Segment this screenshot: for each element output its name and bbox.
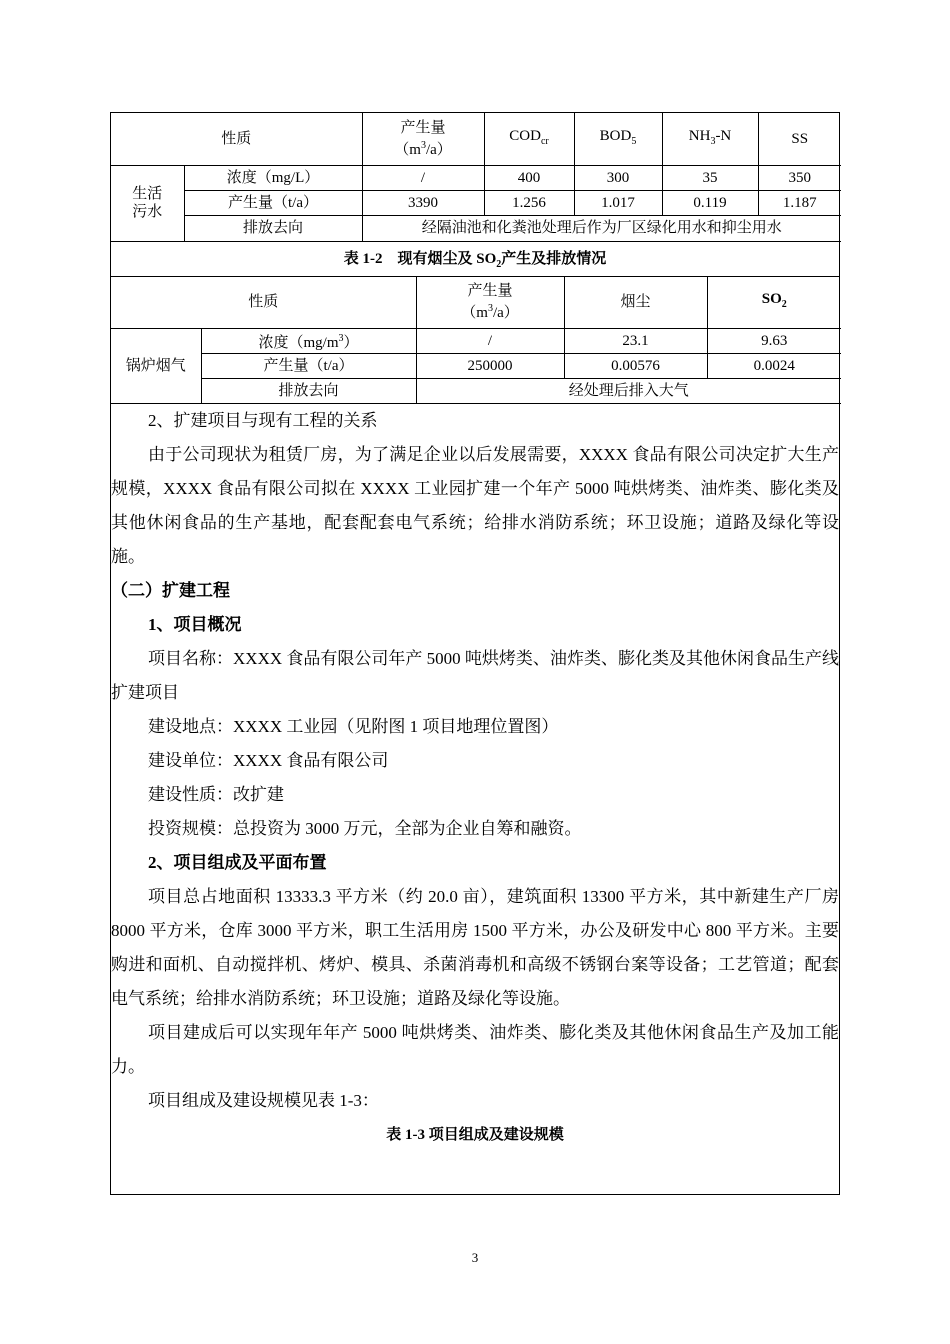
table-cell: 3390: [362, 190, 484, 215]
paragraph: 建设地点：XXXX 工业园（见附图 1 项目地理位置图）: [148, 717, 559, 736]
table-cell: 1.256: [484, 190, 574, 215]
body-text: [111, 404, 856, 1152]
row-label: 产生量（t/a）: [184, 190, 362, 215]
paragraph: 项目总占地面积 13333.3 平方米（约 20.0 亩），建筑面积 13300 平方米，其中新建生产厂房 8000 平方米，仓库 3000 平方米，职工生活用房 1500 平方米，办公及研发中心 800 平方米。主要购进和面机、自动搅拌机、烤炉、模具、杀菌消毒机和高级不锈钢台案等设备；工艺管道；配套电气系统；给排水消防系统；环卫设施；道路及绿化等设施。: [111, 887, 856, 1008]
header-so2: $SO_2$: [707, 277, 841, 329]
page-number: 3: [471, 1250, 479, 1265]
table-cell: /: [416, 329, 564, 354]
table-cell: 400: [484, 165, 574, 190]
paragraph: 建设单位：XXXX 食品有限公司: [148, 751, 389, 770]
header-output-unit: $(m^3/a)$: [394, 139, 452, 158]
header-output: 产生量 $(m^3/a)$: [416, 277, 564, 329]
table-cell: 0.00576: [564, 354, 707, 379]
table3-caption: 表 1-3 项目组成及建设规模: [386, 1127, 564, 1143]
section-title: 2、扩建项目与现有工程的关系: [148, 411, 378, 430]
header-bod: $BOD_5$: [574, 113, 662, 165]
group-boiler-flue-gas: 锅炉烟气: [111, 329, 201, 404]
paragraph: 项目名称：XXXX 食品有限公司年产 5000 吨烘烤类、油炸类、膨化类及其他休闲食品生产线扩建项目: [111, 649, 839, 702]
table-cell: 250000: [416, 354, 564, 379]
table-cell: 23.1: [564, 329, 707, 354]
header-output-line1: 产生量: [400, 119, 446, 136]
discharge-value: 经处理后排入大气: [416, 379, 841, 404]
header-dust: 烟尘: [564, 277, 707, 329]
discharge-value: 经隔油池和化粪池处理后作为厂区绿化用水和抑尘用水: [362, 215, 841, 241]
subsection-title: 2、项目组成及平面布置: [148, 853, 327, 872]
paragraph: 由于公司现状为租赁厂房，为了满足企业以后发展需要，XXXX 食品有限公司决定扩大生产规模，XXXX 食品有限公司拟在 XXXX 工业园扩建一个年产 5000 吨烘烤类、油炸类、膨化类及其他休闲食品的生产基地，配套配套电气系统；给排水消防系统；环卫设施；道路及绿化等设施。: [111, 445, 839, 566]
row-label: 浓度$(mg/m^3)$: [201, 329, 416, 354]
table-cell: 0.119: [662, 190, 758, 215]
table-cell: 300: [574, 165, 662, 190]
table-cell: 1.017: [574, 190, 662, 215]
header-property: 性质: [111, 113, 362, 165]
header-nh3n: $NH_3-N$: [662, 113, 758, 165]
page-frame: [110, 112, 856, 1195]
header-ss: SS: [758, 113, 841, 165]
table-cell: 0.0024: [707, 354, 841, 379]
table-cell: 350: [758, 165, 841, 190]
header-cod: $COD_{cr}$: [484, 113, 574, 165]
header-property: 性质: [111, 277, 416, 329]
table-cell: 9.63: [707, 329, 841, 354]
wastewater-table: [111, 113, 841, 242]
row-label: 排放去向: [201, 379, 416, 404]
group-domestic-sewage: 生活 污水: [111, 165, 184, 241]
paragraph: 投资规模：总投资为 3000 万元，全部为企业自筹和融资。: [148, 819, 582, 838]
table-cell: /: [362, 165, 484, 190]
row-label: 排放去向: [184, 215, 362, 241]
row-label: 产生量（t/a）: [201, 354, 416, 379]
flue-gas-table: [111, 277, 841, 405]
paragraph: 项目组成及建设规模见表 1-3：: [148, 1091, 379, 1110]
subsection-title: 1、项目概况: [148, 615, 242, 634]
paragraph: 项目建成后可以实现年年产 5000 吨烘烤类、油炸类、膨化类及其他休闲食品生产及加工能力。: [111, 1023, 839, 1076]
table-cell: 1.187: [758, 190, 841, 215]
part-title: （二）扩建工程: [111, 581, 230, 600]
header-output: [362, 113, 484, 165]
table2-caption: 表 1-2 现有烟尘及 $SO_2$产生及排放情况: [111, 242, 839, 277]
row-label: 浓度（mg/L）: [184, 165, 362, 190]
paragraph: 建设性质：改扩建: [148, 785, 284, 804]
table-cell: 35: [662, 165, 758, 190]
